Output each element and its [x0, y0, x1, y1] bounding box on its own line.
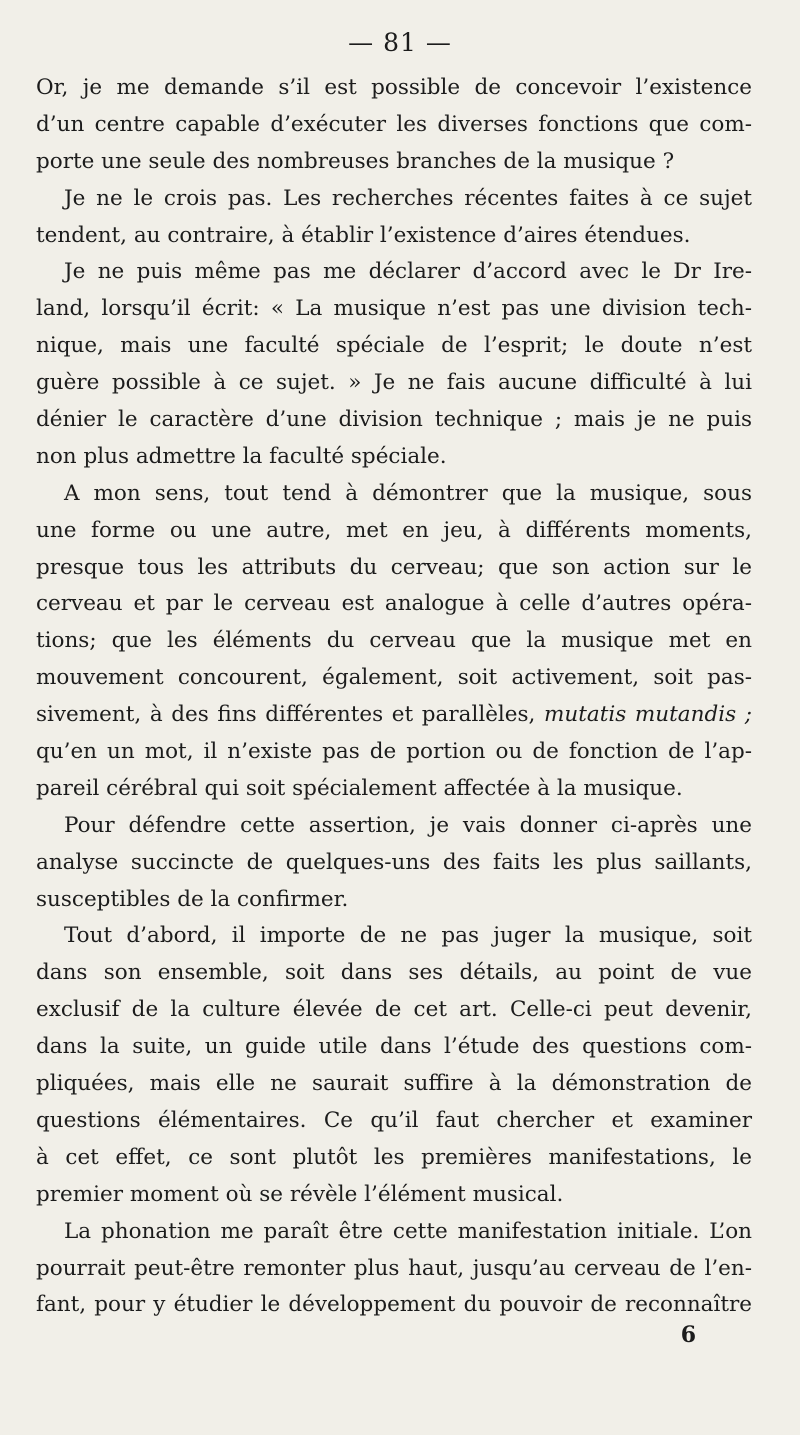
text-line: cerveau et par le cerveau est analogue à celle d’autres opéra- [36, 591, 752, 617]
text-line: Je ne le crois pas. Les recherches récentes faites à ce sujet [64, 185, 752, 211]
text-line: pareil cérébral qui soit spécialement affectée à la musique. [36, 775, 683, 801]
text-line: d’un centre capable d’exécuter les diverses fonctions que com- [36, 111, 752, 137]
text-line: tendent, au contraire, à établir l’existence d’aires étendues. [36, 222, 691, 248]
text-line: Je ne puis même pas me déclarer d’accord avec le Dr Ire- [64, 259, 752, 285]
text-line [36, 697, 752, 734]
text-line: analyse succincte de quelques-uns des faits les plus saillants, [36, 849, 752, 875]
text-line: porte une seule des nombreuses branches de la musique ? [36, 148, 675, 174]
text-line: dans la suite, un guide utile dans l’étude des questions com- [36, 1034, 752, 1060]
text-line: questions élémentaires. Ce qu’il faut chercher et examiner [36, 1107, 752, 1133]
text-line: nique, mais une faculté spéciale de l’esprit; le doute n’est [36, 333, 752, 359]
text-line: A mon sens, tout tend à démontrer que la musique, sous [64, 480, 752, 506]
text-line: dans son ensemble, soit dans ses détails, au point de vue [36, 960, 752, 986]
text-line: mouvement concourent, également, soit activement, soit pas- [36, 665, 752, 691]
body-text [36, 70, 752, 1324]
text-line: exclusif de la culture élevée de cet art. Celle-ci peut devenir, [36, 997, 752, 1023]
text-line: tions; que les éléments du cerveau que la musique met en [36, 628, 752, 654]
text-line: guère possible à ce sujet. » Je ne fais aucune difficulté à lui [36, 370, 752, 396]
text-line: pourrait peut-être remonter plus haut, jusqu’au cerveau de l’en- [36, 1255, 752, 1281]
text-line: premier moment où se révèle l’élément musical. [36, 1181, 564, 1207]
text-line: non plus admettre la faculté spéciale. [36, 443, 447, 469]
text-line: land, lorsqu’il écrit: « La musique n’est pas une division tech- [36, 296, 752, 322]
text-line: Pour défendre cette assertion, je vais donner ci-après une [64, 812, 752, 838]
latin-phrase: mutatis mutandis ; [544, 702, 752, 728]
text-line: Or, je me demande s’il est possible de concevoir l’existence [36, 75, 752, 100]
text-line: qu’en un mot, il n’existe pas de portion ou de fonction de l’ap- [36, 739, 752, 765]
text-line: dénier le caractère d’une division technique ; mais je ne puis [36, 407, 752, 433]
text-line: à cet effet, ce sont plutôt les premières manifestations, le [36, 1144, 752, 1170]
text-line: Tout d’abord, il importe de ne pas juger la musique, soit [64, 923, 752, 949]
page-number: — 81 — [348, 28, 452, 57]
signature-mark: 6 [680, 1322, 696, 1348]
text-line: La phonation me paraît être cette manifestation initiale. L’on [64, 1218, 752, 1244]
text-line: une forme ou une autre, met en jeu, à différents moments, [36, 517, 752, 543]
text-line-roman: sivement, à des fins différentes et parallèles, [36, 702, 536, 728]
text-line: fant, pour y étudier le développement du pouvoir de reconnaître [36, 1292, 752, 1318]
text-line: susceptibles de la confirmer. [36, 886, 349, 912]
text-line: pliquées, mais elle ne saurait suffire à la démonstration de [36, 1071, 752, 1097]
text-line: presque tous les attributs du cerveau; que son action sur le [36, 554, 752, 580]
